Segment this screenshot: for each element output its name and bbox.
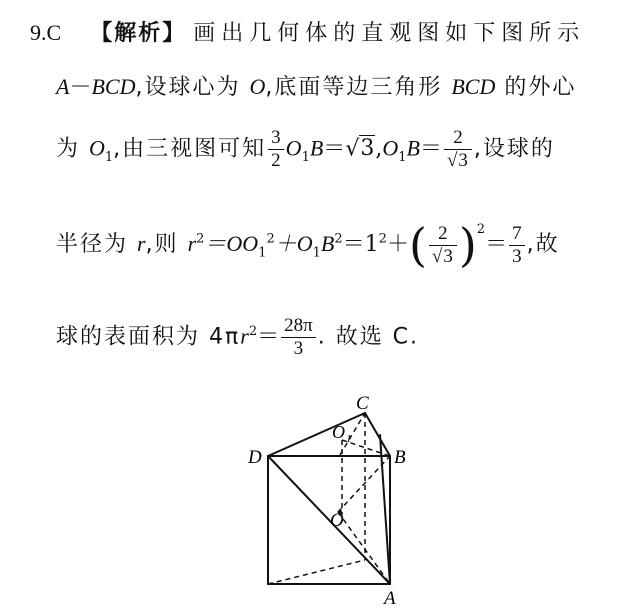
line5-e: . 故选 C.: [317, 324, 420, 350]
frac3-den: 3: [443, 245, 453, 267]
analysis-tag: 【解析】: [90, 21, 187, 46]
line5-c: 2: [248, 324, 258, 340]
line3-e: O: [285, 135, 302, 161]
line3-n: ＝: [419, 136, 442, 162]
label-O1-sub: 1: [346, 433, 352, 445]
frac2-den: 3: [458, 149, 468, 171]
line4-t: ,故: [526, 232, 560, 257]
line2-e: O: [249, 74, 266, 99]
line3-k: O: [382, 135, 399, 161]
line3-a: 为: [56, 136, 89, 162]
line2-c: BCD: [91, 74, 136, 99]
line5-d: ＝: [257, 324, 280, 350]
frac3-den-wrap: √3: [431, 245, 453, 267]
frac3-num: 2: [429, 224, 457, 246]
sqrt-sign: √: [345, 136, 360, 162]
line2-g: BCD: [451, 74, 496, 99]
line4-k: B: [320, 231, 335, 256]
line3-l: 1: [398, 149, 407, 165]
line3-d: ,由三视图可知: [113, 136, 267, 162]
line3-b: O: [89, 135, 105, 161]
label-O1: O: [332, 422, 345, 442]
label-C: C: [356, 393, 369, 414]
line4-g: 1: [258, 245, 267, 261]
line4-d: r: [187, 231, 197, 256]
line4-j: 1: [312, 245, 321, 261]
frac4-den: 3: [512, 245, 522, 267]
line4-c: ,则: [145, 232, 188, 257]
line4-e: 2: [196, 231, 205, 247]
line3-f: 1: [301, 149, 310, 165]
line3-o: ,设球的: [473, 136, 555, 162]
line4-s: ＝: [485, 232, 508, 257]
label-A: A: [384, 588, 396, 609]
frac2-num: 2: [444, 128, 472, 150]
line4-a: 半径为: [56, 232, 137, 257]
problem-number: 9.C: [30, 20, 62, 45]
line3-c: 1: [104, 149, 114, 165]
right-paren: ): [458, 218, 477, 272]
line4-i: ＋O: [274, 231, 313, 256]
line5-a: 球的表面积为 4π: [56, 324, 241, 350]
frac1-den: 2: [271, 149, 281, 171]
line1-text: 画出几何体的直观图如下图所示: [193, 21, 586, 46]
frac1-num: 3: [268, 128, 284, 150]
line4-f: ＝OO: [204, 231, 259, 256]
line4-n: 2: [378, 231, 387, 247]
line3-i: 3: [360, 136, 375, 162]
line3-j: ,: [375, 136, 383, 162]
line2-f: ,底面等边三角形: [265, 75, 452, 100]
label-D: D: [248, 447, 262, 468]
line4-m: ＝1: [342, 232, 379, 257]
dash-bottom-diag: [268, 560, 365, 584]
line2-d: ,设球心为: [135, 75, 250, 100]
frac5-den: 3: [293, 337, 304, 359]
line3-g: B: [309, 135, 324, 161]
label-B: B: [394, 447, 406, 468]
line3-h: ＝: [323, 136, 346, 162]
frac5-num: 28π: [281, 316, 316, 338]
dash-O-B: [338, 456, 390, 512]
left-paren: (: [408, 218, 427, 272]
line4-b: r: [137, 231, 146, 256]
line2-a: A: [56, 74, 70, 99]
dash-O-A: [338, 512, 390, 584]
line5-b: r: [240, 323, 249, 349]
line4-o: ＋: [386, 232, 409, 257]
line2-b: －: [69, 75, 92, 100]
frac2-den-wrap: √3: [446, 149, 468, 171]
line4-l: 2: [334, 231, 343, 247]
line4-r: 2: [476, 222, 486, 237]
line2-h: 的外心: [495, 75, 577, 100]
line3-m: B: [406, 135, 420, 161]
frac4-num: 7: [509, 224, 525, 246]
line4-h: 2: [266, 231, 275, 247]
label-O: O: [330, 510, 344, 531]
